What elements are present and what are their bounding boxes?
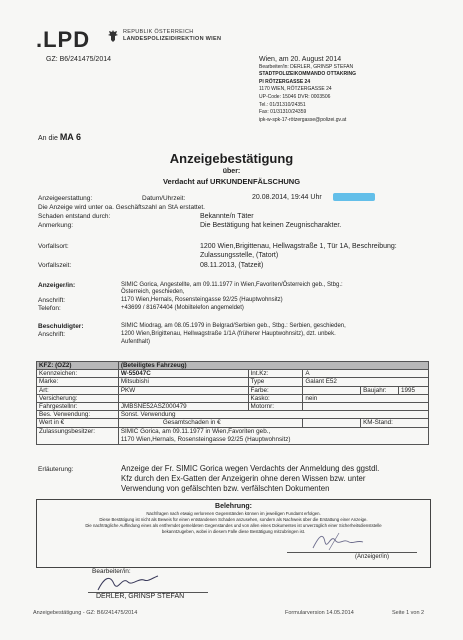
place-date: Wien, am 20. August 2014 <box>259 56 342 63</box>
sta-note: Die Anzeige wird unter oa. Geschäftszahl an StA erstattet. <box>38 204 205 211</box>
vorfallsort-line1: 1200 Wien,Brigittenau, Hellwagstraße 1, Tür 1A, Beschreibung: <box>200 243 397 250</box>
zulassungsbesitzer-label: Zulassungsbesitzer: <box>37 427 119 444</box>
vehicle-header-value: (Beteiligtes Fahrzeug) <box>118 362 428 370</box>
gesamtschaden-value <box>303 419 361 427</box>
anzeiger-signature-line <box>287 552 417 553</box>
sender-tel: Tel.: 01/31310/24351 <box>259 101 306 108</box>
anmerkung-label: Anmerkung: <box>38 222 74 229</box>
table-row <box>37 378 429 386</box>
redaction-highlight <box>333 193 375 201</box>
vorfallsort-label: Vorfallsort: <box>38 243 69 250</box>
kasko-value: nein <box>303 394 429 402</box>
belehrung-line2: Diese Bestätigung ist nicht als Beweis für einen entstandenen Schaden anzusehen, sondern als Nachweis über die Erstattung einer Anzeige. <box>99 517 368 522</box>
intkz-label: Int.Kz: <box>248 370 303 378</box>
fahrgestell-label: Fahrgestellnr: <box>37 403 119 411</box>
erstattung-label: Anzeigeerstattung: <box>38 195 93 202</box>
art-label: Art: <box>37 386 119 394</box>
eagle-icon <box>107 29 119 43</box>
baujahr-value: 1995 <box>399 386 429 394</box>
sender-block <box>259 56 356 124</box>
anzeiger-signature-label: (Anzeiger/in) <box>355 554 390 560</box>
table-row <box>37 394 429 402</box>
footer-middle: Formularversion 14.05.2014 <box>285 610 354 616</box>
republic-text: REPUBLIK ÖSTERREICH <box>123 29 194 35</box>
versicherung-value <box>118 394 248 402</box>
directorate-text: LANDESPOLIZEIDIREKTION WIEN <box>123 36 222 42</box>
document-title: Anzeigebestätigung <box>169 151 294 166</box>
erlaeuterung-line3: Verwendung von gefälschten bzw. verfälschten Dokumenten <box>121 484 330 493</box>
beschuldigter-anschrift-label: Anschrift: <box>38 331 66 338</box>
recipient <box>38 132 81 142</box>
art-value: PKW <box>118 386 248 394</box>
belehrung-title: Belehrung: <box>215 503 252 510</box>
anzeiger-telefon-label: Telefon: <box>38 305 61 312</box>
wert-label: Wert in € <box>37 419 119 427</box>
anzeiger-line1: SIMIC Gorica, Angestellte, am 09.11.1977 in Wien,Favoriten/Österreich geb., Stbg.: <box>121 282 343 288</box>
datum-value: 20.08.2014, 19:44 Uhr <box>252 194 322 201</box>
belehrung-line1: Nachfragen nach etwaig verlorenen Gegenständen können im jeweiligen Fundamt erfolgen. <box>146 511 321 516</box>
datum-label: Datum/Uhrzeit: <box>142 195 186 202</box>
vehicle-table <box>36 361 429 445</box>
table-row <box>37 403 429 411</box>
verwendung-value: Sonst. Verwendung <box>118 411 428 419</box>
footer-right: Seite 1 von 2 <box>392 610 425 616</box>
bearbeiter-label: Bearbeiter/in: <box>92 568 131 575</box>
table-row <box>37 386 429 394</box>
zulassungsbesitzer-value <box>118 427 428 444</box>
erlaeuterung-label: Erläuterung: <box>38 466 74 473</box>
vorfallsort-line2: Zulassungsstelle, (Tatort) <box>200 252 279 259</box>
gz-number: GZ: B6/241475/2014 <box>46 56 111 63</box>
table-row <box>37 419 429 427</box>
gesamtschaden-label: Gesamtschaden in € <box>118 419 303 427</box>
beschuldigter-label: Beschuldigter: <box>38 323 84 330</box>
versicherung-label: Versicherung: <box>37 394 119 402</box>
belehrung-line4: bekanntzugeben, wobei in diesem Falle diese Bestätigung mitzubringen ist. <box>161 529 306 534</box>
sender-email: ipk-w-spk-17-rötzergasse@polizei.gv.at <box>259 116 347 123</box>
schaden-label: Schaden entstand durch: <box>38 213 111 220</box>
anzeiger-telefon: +43699 / 81674404 (Mobiltelefon angemeldet) <box>121 305 244 311</box>
motor-value <box>303 403 429 411</box>
kennzeichen-label: Kennzeichen: <box>37 370 119 378</box>
sender-clerk: Bearbeiter/in: DERLER, GRINSP STEFAN <box>259 63 354 70</box>
bearbeiter-name: DERLER, GRINSP STEFAN <box>96 593 185 600</box>
recipient-prefix: An die <box>38 135 58 142</box>
sender-fax: Fax: 01/31310/24359 <box>259 109 307 116</box>
anzeiger-anschrift-label: Anschrift: <box>38 297 66 304</box>
farbe-value <box>303 386 361 394</box>
baujahr-label: Baujahr: <box>361 386 399 394</box>
title-subject: Verdacht auf URKUNDENFÄLSCHUNG <box>162 177 301 186</box>
republic-heading <box>123 29 221 43</box>
type-label: Type <box>248 378 303 386</box>
recipient-name: MA 6 <box>59 132 81 142</box>
zulassungsbesitzer-line1: SIMIC Gorica, am 09.11.1977 in Wien,Favoriten geb., <box>120 427 271 435</box>
footer-left: Anzeigebestätigung - GZ: B6/241475/2014 <box>33 610 138 616</box>
beschuldigter-line2: 1200 Wien,Brigittenau, Hellwagstraße 1/1A (früherer Hauptwohnsitz), dzt. unbek. <box>121 331 336 337</box>
table-row <box>37 362 429 370</box>
anmerkung-value: Die Bestätigung hat keinen Zeugnischarakter. <box>200 222 342 229</box>
title-over: über: <box>222 168 241 175</box>
beschuldigter-line3: Aufenthalt) <box>121 339 151 345</box>
sender-address: 1170 WIEN, RÖTZERGASSE 24 <box>259 86 332 93</box>
zulassungsbesitzer-line2: 1170 Wien,Hernals, Rosensteingasse 92/25 (Hauptwohnsitz) <box>120 435 291 443</box>
sender-up-code: UP-Code: 15046 DVR: 0003506 <box>259 93 331 100</box>
belehrung-text <box>37 511 430 535</box>
anzeiger-signature <box>309 530 369 554</box>
intkz-value: A <box>303 370 429 378</box>
km-stand-label: KM-Stand: <box>361 419 429 427</box>
table-row <box>37 427 429 444</box>
vorfallszeit-label: Vorfallszeit: <box>38 262 72 269</box>
verwendung-label: Bes. Verwendung: <box>37 411 119 419</box>
motor-label: Motornr: <box>248 403 303 411</box>
marke-value: Mitsubishi <box>118 378 248 386</box>
fahrgestell-value: JMBSNE52ASZ000479 <box>118 403 248 411</box>
vehicle-header-label: KFZ: (OZ2) <box>37 362 119 370</box>
sender-command: STADTPOLIZEIKOMMANDO OTTAKRING <box>259 71 357 78</box>
vorfallszeit-value: 08.11.2013, (Tatzeit) <box>200 262 264 269</box>
erlaeuterung-line1: Anzeige der Fr. SIMIC Gorica wegen Verdachts der Anmeldung des ggstdl. <box>121 464 380 473</box>
belehrung-box <box>36 499 431 568</box>
anzeiger-line2: Österreich, geschieden, <box>121 289 185 295</box>
kennzeichen-value: W-55047C <box>118 370 248 378</box>
sender-station: PI RÖTZERGASSE 24 <box>259 78 311 85</box>
table-row <box>37 411 429 419</box>
marke-label: Marke: <box>37 378 119 386</box>
erlaeuterung-text <box>121 464 379 494</box>
type-value: Galant E52 <box>303 378 429 386</box>
anzeiger-label: Anzeiger/in: <box>38 282 76 289</box>
table-row <box>37 370 429 378</box>
belehrung-line3: Die nachträgliche Auffindung eines als entfremdet gemeldeten Gegenstandes und von allen eines Dokumentes ist unverzüglich einer Sicherheitsdienststelle <box>85 523 382 528</box>
erlaeuterung-line2: Kfz durch den Ex-Gatten der Anzeigerin ohne deren Wissen bzw. unter <box>121 474 366 483</box>
lpd-logo: .LPD <box>36 27 91 52</box>
anzeiger-anschrift: 1170 Wien,Hernals, Rosensteingasse 92/25 (Hauptwohnsitz) <box>121 297 283 303</box>
kasko-label: Kasko: <box>248 394 303 402</box>
schaden-value: Bekannte/n Täter <box>200 213 254 220</box>
beschuldigter-line1: SIMIC Miodrag, am 08.05.1979 in Belgrad/Serbien geb., Stbg.: Serbien, geschieden, <box>121 323 346 329</box>
farbe-label: Farbe: <box>248 386 303 394</box>
